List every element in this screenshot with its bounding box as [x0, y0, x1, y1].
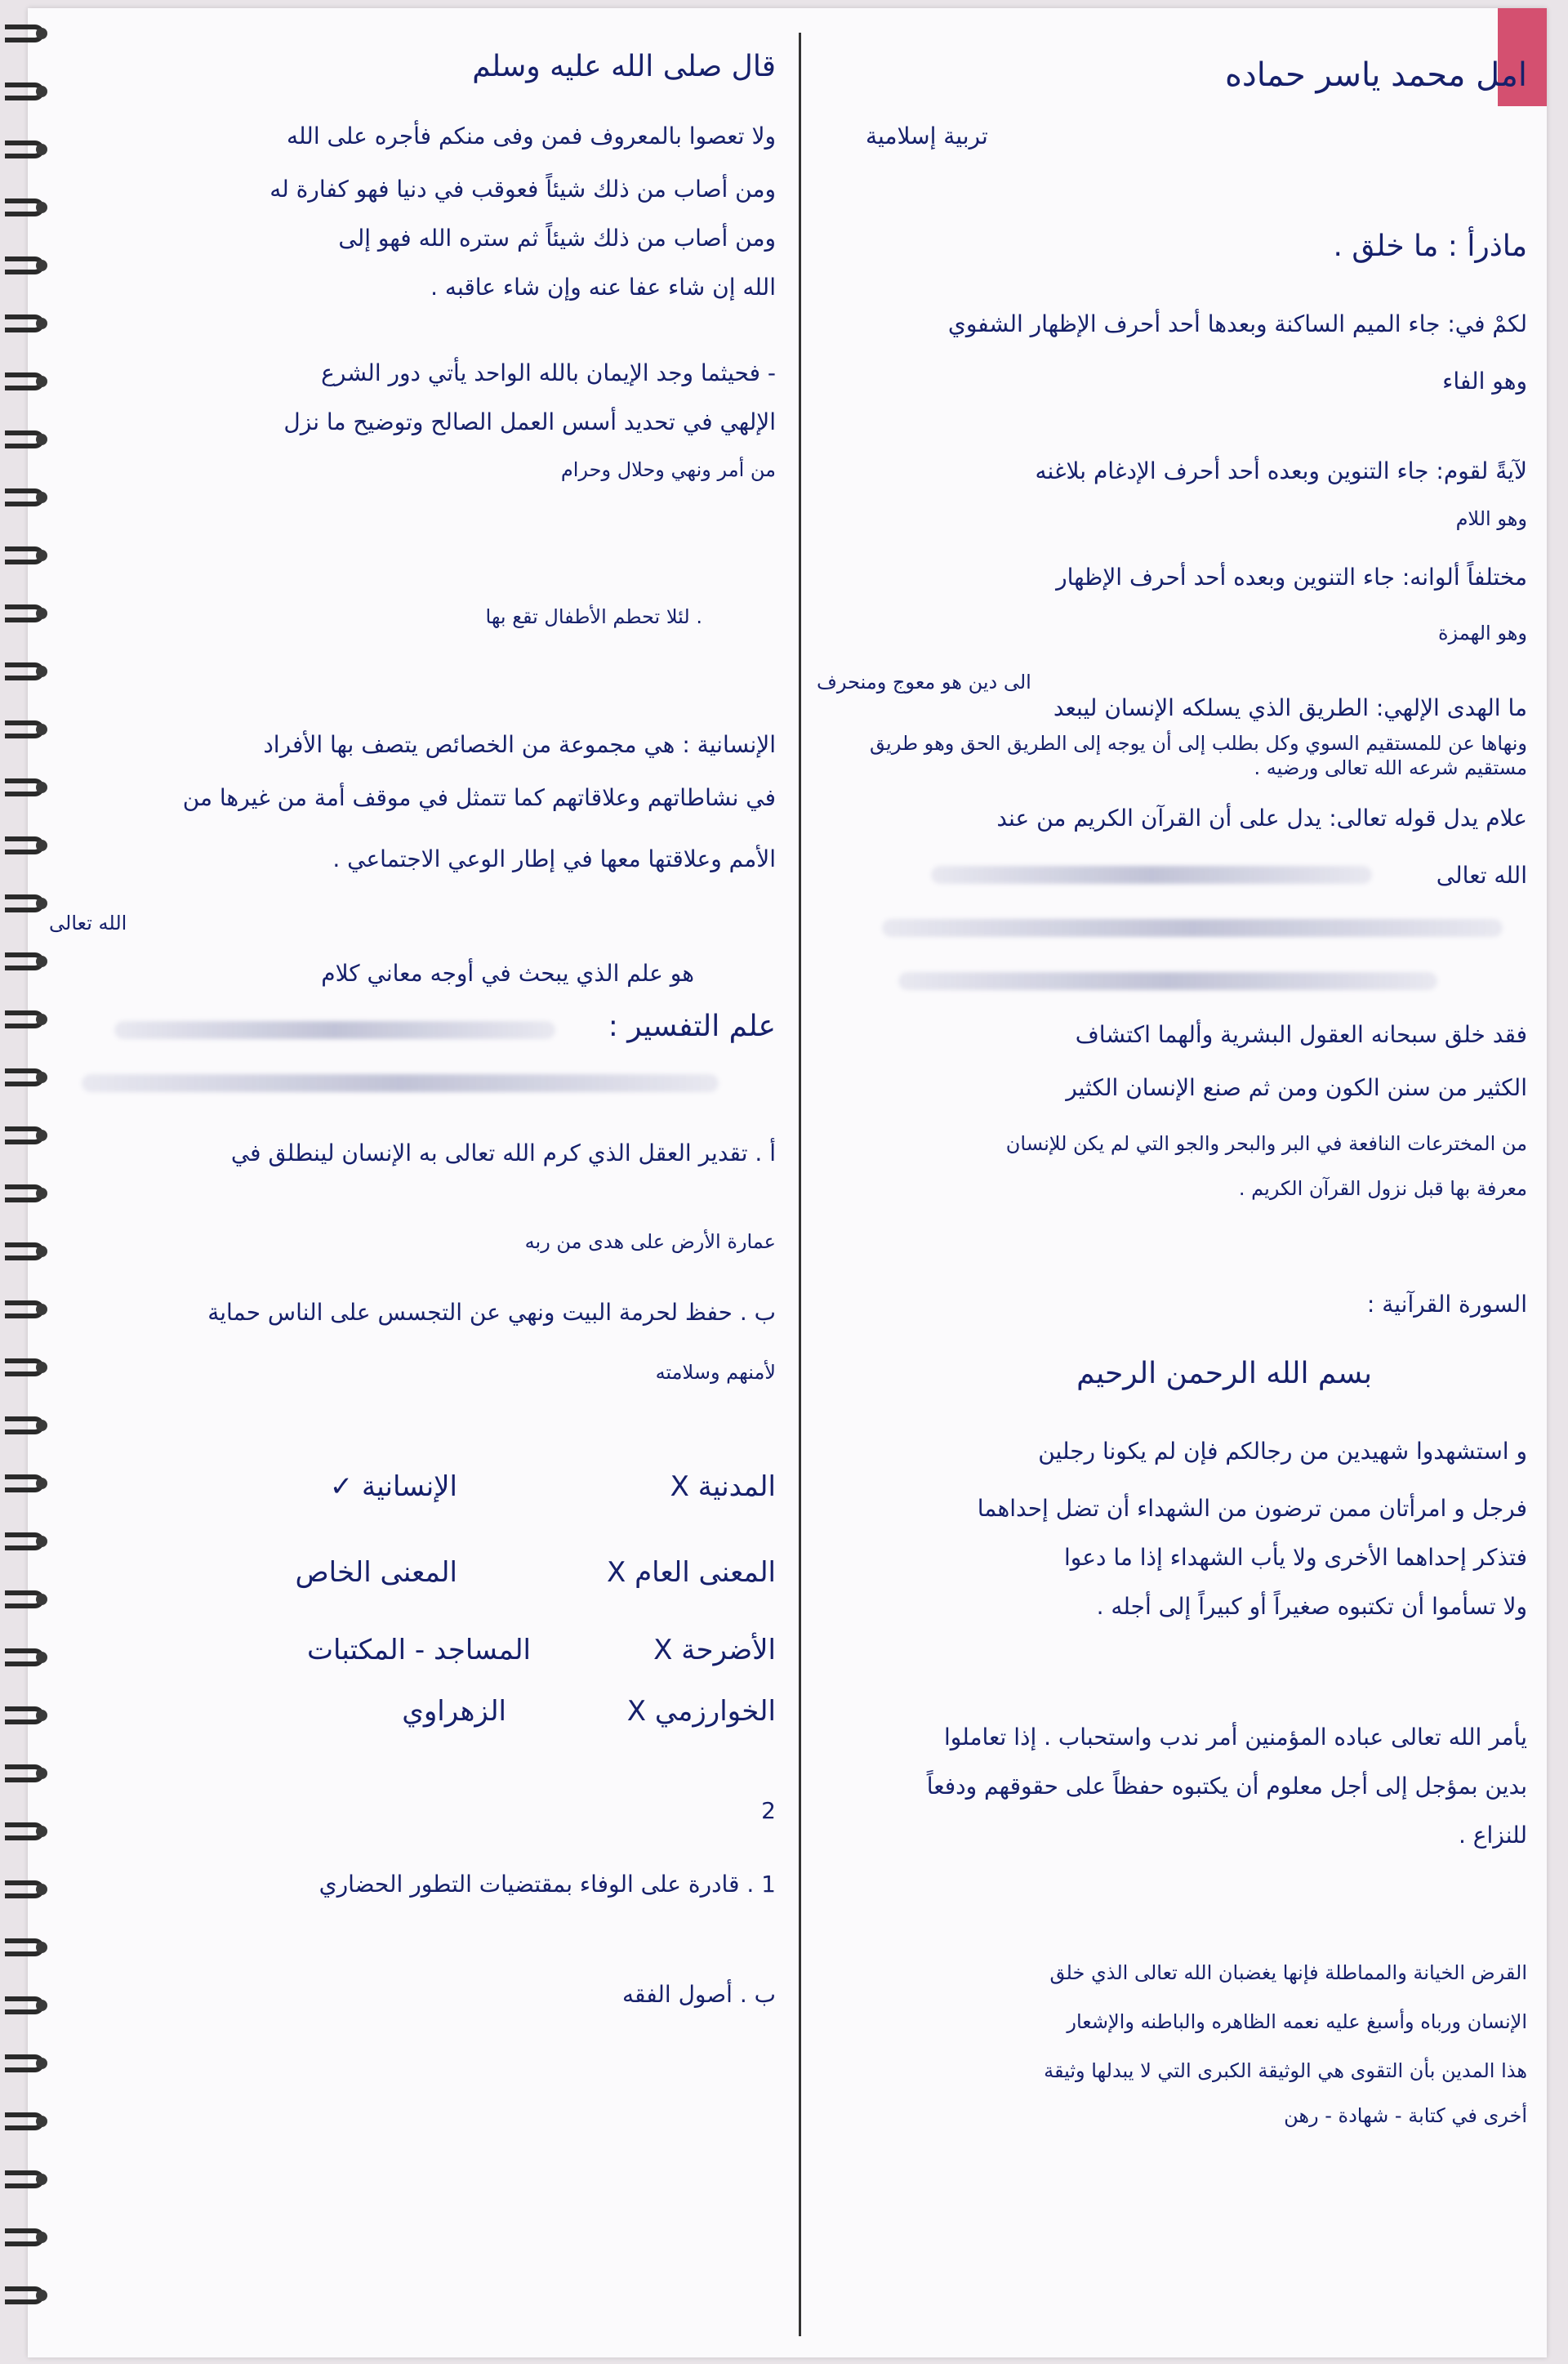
verse-line2: فرجل و امرأتان ممن ترضون من الشهداء أن تضل إحداهما — [977, 1495, 1527, 1522]
binding-hole — [36, 492, 47, 503]
pair4-wrong: الخوارزمي X — [626, 1695, 776, 1728]
children-line: . لئلا تحطم الأطفال تقع بها — [485, 605, 702, 628]
q3-line1: مختلفاً ألوانه: جاء التنوين وبعده أحد أحرف الإظهار — [1056, 564, 1527, 591]
subject-label: تربية إسلامية — [866, 123, 988, 149]
faith-line1: - فحيثما وجد الإيمان بالله الواحد يأتي دور الشرع — [321, 359, 776, 386]
q6-line2: الكثير من سنن الكون ومن ثم صنع الإنسان الكثير — [1066, 1074, 1527, 1101]
humanity-line3: الأمم وعلاقتها معها في إطار الوعي الاجتماعي . — [332, 845, 776, 872]
answer-item2: ب . أصول الفقه — [622, 1981, 776, 2008]
q1-line2: وهو الفاء — [1442, 368, 1527, 395]
answer-a-line2: عمارة الأرض على هدى من ربه — [524, 1230, 776, 1253]
erased-text — [114, 1021, 555, 1039]
binding-hole — [36, 1420, 47, 1431]
q5-line2: الله تعالى — [1436, 862, 1527, 889]
para2-line3: هذا المدين بأن التقوى هي الوثيقة الكبرى التي لا يبدلها وثيقة — [1044, 2059, 1527, 2082]
para1-line2: بدين بمؤجل إلى أجل معلوم أن يكتبوه حفظاً على حقوقهم ودفعاً — [926, 1773, 1527, 1800]
binding-hole — [36, 1362, 47, 1373]
binding-hole — [36, 2174, 47, 2185]
tafsir-term: علم التفسير : — [608, 1010, 776, 1043]
q2-line2: وهو اللام — [1455, 507, 1527, 530]
q6-line3: من المخترعات النافعة في البر والبحر والجو التي لم يكن للإنسان — [1005, 1132, 1527, 1155]
binding-hole — [36, 956, 47, 967]
binding-hole — [36, 1536, 47, 1547]
student-name: امل محمد ياسر حماده — [1224, 56, 1527, 94]
binding-hole — [36, 1652, 47, 1663]
answer-a-line1: أ . تقدير العقل الذي كرم الله تعالى به الإنسان لينطلق في — [230, 1140, 776, 1166]
binding-hole — [36, 2116, 47, 2127]
humanity-line2: في نشاطاتهم وعلاقاتهم كما تتمثل في موقف أمة من غيرها من — [182, 784, 776, 811]
binding-hole — [36, 724, 47, 735]
q4-line1: ما الهدى الإلهي: الطريق الذي يسلكه الإنسان ليبعد — [1053, 694, 1527, 721]
para1-line3: للنزاع . — [1459, 1822, 1527, 1849]
binding-hole — [36, 28, 47, 39]
q6-line4: معرفة بها قبل نزول القرآن الكريم . — [1238, 1177, 1527, 1200]
pair2-wrong: المعنى العام X — [607, 1556, 776, 1589]
binding-hole — [36, 202, 47, 213]
binding-hole — [36, 2000, 47, 2011]
binding-hole — [36, 666, 47, 677]
binding-hole — [36, 1304, 47, 1315]
pair1-wrong: المدنية X — [670, 1470, 776, 1503]
binding-hole — [36, 1130, 47, 1141]
verse-line4: ولا تسأموا أن تكتبوه صغيراً أو كبيراً إلى أجله . — [1096, 1593, 1527, 1620]
pair1-correct: الإنسانية ✓ — [329, 1470, 457, 1503]
faith-line2: الإلهي في تحديد أسس العمل الصالح وتوضيح ما نزل — [283, 408, 776, 435]
hadith-line4: الله إن شاء عفا عنه وإن شاء عاقبه . — [430, 274, 776, 301]
answer-b-line2: لأمنهم وسلامته — [655, 1361, 776, 1384]
pair3-correct: المساجد - المكتبات — [306, 1634, 531, 1666]
binding-hole — [36, 550, 47, 561]
column-divider — [799, 33, 801, 2336]
binding-hole — [36, 1188, 47, 1199]
para1-line1: يأمر الله تعالى عباده المؤمنين أمر ندب واستحباب . إذا تعاملوا — [943, 1724, 1527, 1751]
verse-line3: فتذكر إحداهما الأخرى ولا يأب الشهداء إذا ما دعوا — [1064, 1544, 1527, 1571]
q2-line1: لآيةً لقوم: جاء التنوين وبعده أحد أحرف الإدغام بلاغنه — [1035, 457, 1527, 484]
binding-hole — [36, 2290, 47, 2301]
binding-hole — [36, 1884, 47, 1895]
verse-line1: و استشهدوا شهيدين من رجالكم فإن لم يكونا رجلين — [1038, 1438, 1527, 1465]
binding-hole — [36, 2232, 47, 2243]
binding-hole — [36, 434, 47, 445]
binding-hole — [36, 608, 47, 619]
binding-hole — [36, 1768, 47, 1779]
hadith-line2: ومن أصاب من ذلك شيئاً فعوقب في دنيا فهو كفارة له — [270, 176, 776, 203]
binding-hole — [36, 144, 47, 155]
q5-line1: علام يدل قوله تعالى: يدل على أن القرآن الكريم من عند — [996, 805, 1527, 832]
pair3-wrong: الأضرحة X — [653, 1634, 776, 1666]
binding-hole — [36, 260, 47, 271]
binding-hole — [36, 376, 47, 387]
q3-line2: وهو الهمزة — [1437, 622, 1527, 645]
humanity-line1: الإنسانية : هي مجموعة من الخصائص يتصف بها الأفراد — [263, 731, 776, 758]
binding-hole — [36, 840, 47, 851]
item-number: 2 — [761, 1797, 776, 1824]
hadith-line1: ولا تعصوا بالمعروف فمن وفى منكم فأجره على الله — [287, 123, 776, 149]
binding-hole — [36, 1246, 47, 1257]
erased-text — [82, 1074, 719, 1092]
q1-line1: لكمْ في: جاء الميم الساكنة وبعدها أحد أحرف الإظهار الشفوي — [947, 310, 1527, 337]
binding-hole — [36, 318, 47, 329]
q1-heading: ماذرأ : ما خلق . — [1333, 230, 1527, 263]
binding-hole — [36, 898, 47, 909]
right-column — [817, 0, 1535, 2364]
binding-hole — [36, 1594, 47, 1605]
erased-text — [882, 919, 1503, 937]
erased-text — [898, 972, 1437, 990]
binding-hole — [36, 1072, 47, 1083]
binding-hole — [36, 1710, 47, 1721]
q4-line2: ونهاها عن للمستقيم السوي وكل بطلب إلى أن يوجه إلى الطريق الحق وهو طريق — [870, 732, 1527, 755]
para2-line2: الإنسان ورباه وأسبغ عليه نعمه الظاهره والباطنه والإشعار — [1067, 2010, 1527, 2033]
tafsir-note: الله تعالى — [49, 912, 127, 934]
q4-note: الى دين هو معوج ومنحرف — [817, 671, 1031, 694]
answer-item1: 1 . قادرة على الوفاء بمقتضيات التطور الحضاري — [318, 1871, 776, 1898]
tafsir-definition: هو علم الذي يبحث في أوجه معاني كلام — [321, 960, 694, 987]
erased-text — [931, 866, 1372, 884]
answer-b-line1: ب . حفظ لحرمة البيت ونهي عن التجسس على الناس حماية — [207, 1299, 776, 1326]
para2-line4: أخرى في كتابة - شهادة - رهن — [1284, 2104, 1527, 2127]
hadith-line3: ومن أصاب من ذلك شيئاً ثم ستره الله فهو إلى — [338, 225, 776, 252]
faith-line3: من أمر ونهي وحلال وحرام — [560, 458, 776, 481]
binding-hole — [36, 2058, 47, 2069]
left-column — [49, 0, 784, 2364]
pair4-correct: الزهراوي — [402, 1695, 506, 1728]
binding-hole — [36, 782, 47, 793]
binding-hole — [36, 1826, 47, 1837]
binding-hole — [36, 1014, 47, 1025]
surah-heading: السورة القرآنية : — [1366, 1291, 1527, 1318]
binding-hole — [36, 86, 47, 97]
hadith-heading: قال صلى الله عليه وسلم — [472, 50, 776, 83]
pair2-correct: المعنى الخاص — [295, 1556, 457, 1589]
q6-line1: فقد خلق سبحانه العقول البشرية وألهما اكتشاف — [1075, 1021, 1527, 1048]
q4-line3: مستقيم شرعه الله تعالى ورضيه . — [1254, 756, 1527, 779]
binding-hole — [36, 1942, 47, 1953]
binding-hole — [36, 1478, 47, 1489]
para2-line1: القرض الخيانة والمماطلة فإنها يغضبان الله تعالى الذي خلق — [1049, 1961, 1527, 1984]
basmala: بسم الله الرحمن الرحيم — [1076, 1357, 1372, 1390]
